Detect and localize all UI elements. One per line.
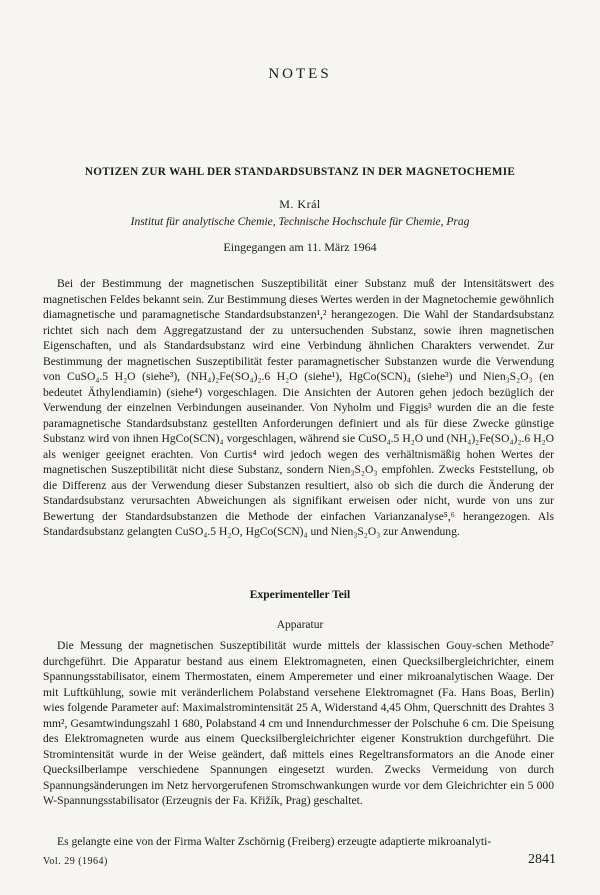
- article-author: M. Král: [279, 197, 321, 211]
- section-label: NOTES: [268, 66, 332, 82]
- continuation-line: Es gelangte eine von der Firma Walter Zschörnig (Freiberg) erzeugte adaptierte mikroanalyti-: [57, 835, 492, 848]
- subsection-heading: Apparatur: [276, 619, 324, 631]
- article-title: NOTIZEN ZUR WAHL DER STANDARDSUBSTANZ IN DER MAGNETOCHEMIE: [84, 166, 516, 178]
- author-affiliation: Institut für analytische Chemie, Technische Hochschule für Chemie, Prag: [130, 216, 470, 228]
- apparatus-paragraph: Die Messung der magnetischen Suszeptibilität wurde mittels der klassischen Gouy-schen Methode⁷ durchgeführt. Die Apparatur bestand aus einem Elektromagneten, einen Quecksilbergleichrichter, einem Spannungsstabilisator, einem Thermostaten, einem Amperemeter und einer mikroanalytischen Waage. Der mit Luftkühlung, sowie mit veränderlichem Polabstand versehene Elektromagnet (Fa. Hans Boas, Berlin) wies folgende Parameter auf: Maximalstromintensität 25 A, Widerstand 4,45 Ohm, Querschnitt des Drahtes 3 mm², Gesamtwindungszahl 1 680, Polabstand 4 cm und Innendurchmesser der Polschuhe 6 cm. Die Speisung des Elektromagneten wurde aus einem Quecksilbergleichrichter eigener Konstruktion durchgeführt. Die Stromintensität wurde in der Weise geändert, daß mittels eines Regeltransformators an die Anode einer Quecksilberlampe verschiedene Spannungen eingesetzt wurden. Zwecks Vermeidung von durch Spannungsänderungen im Netz hervorgerufenen Stromschwankungen wurde vor dem Gleichrichter ein 5 000 W-Spannungsstabilisator (Erzeugnis der Fa. Křižík, Prag) geschaltet.: [43, 639, 554, 807]
- section-heading: Experimenteller Teil: [249, 589, 351, 601]
- page-number: 2841: [528, 852, 556, 867]
- intro-paragraph: Bei der Bestimmung der magnetischen Suszeptibilität einer Substanz muß der Intensitätswert des magnetischen Feldes bekannt sein. Zur Bestimmung dieses Wertes werden in der Magnetochemie gewöhnlich diamagnetische und paramagnetische Standardsubstanzen¹,² herangezogen. Die Wahl der Standardsubstanz richtet sich nach dem Aggregatzustand der zu untersuchenden Substanz, sowie ihren magnetischen Eigenschaften, und als Standardsubstanz wird eine Verbindung ähnlichen Charakters verwendet. Zur Bestimmung der magnetischen Suszeptibilität fester paramagnetischer Substanzen wurde die Verwendung von CuSO₄.5 H₂O (siehe³), (NH₄)₂Fe(SO₄)₂.6 H₂O (siehe¹), HgCo(SCN)₄ (siehe³) und Nien₃S₂O₃ (en bedeutet Äthylendiamin) (siehe⁴) vorgeschlagen. Die Ansichten der Autoren gehen jedoch bezüglich der Verwendung der einzelnen Verbindungen auseinander. Von Nyholm und Figgis³ wurden die an die feste paramagnetische Standardsubstanz gestellten Anforderungen definiert und als für diese Zwecke günstige Substanz wird von ihnen HgCo(SCN)₄ vorgeschlagen, während sie CuSO₄.5 H₂O und (NH₄)₂Fe(SO₄)₂.6 H₂O als weniger geeignet erachten. Von Curtis⁴ wird jedoch wegen des verhältnismäßig hohen Wertes der magnetischen Suszeptibilität nicht diese Substanz, sondern Nien₃S₂O₃ empfohlen. Zwecks Feststellung, ob die Differenz aus der Verwendung dieser Substanzen resultiert, also ob sich die durch die Änderung der Standardsubstanz verursachten Abweichungen als signifikant erweisen oder nicht, wurde von uns zur Bewertung der Standardsubstanzen die Methode der einfachen Varianzanalyse⁵,⁶ herangezogen. Als Standardsubstanz gelangten CuSO₄.5 H₂O, HgCo(SCN)₄ und Nien₃S₂O₃ zur Anwendung.: [43, 277, 554, 538]
- volume-footer: Vol. 29 (1964): [43, 856, 108, 867]
- received-date: Eingegangen am 11. März 1964: [223, 240, 377, 254]
